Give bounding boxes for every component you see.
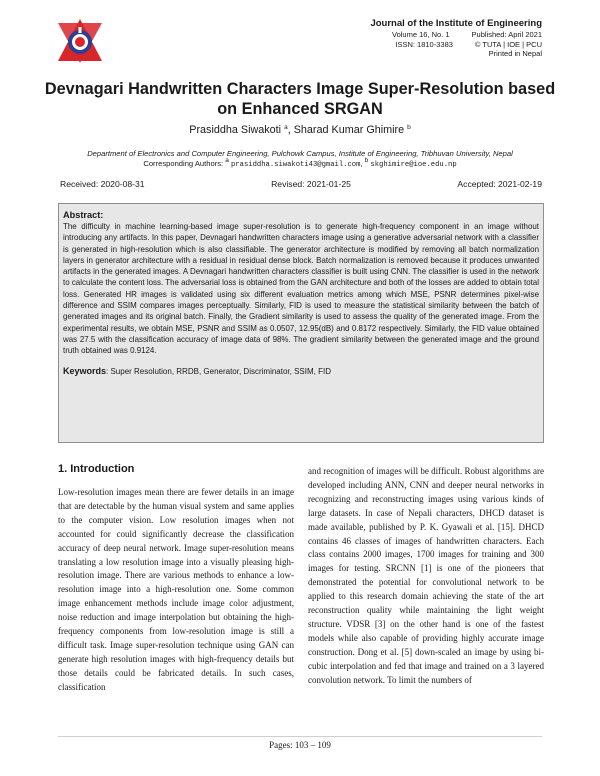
keywords-list: : Super Resolution, RRDB, Generator, Discriminator, SSIM, FID xyxy=(106,366,331,376)
journal-header xyxy=(370,18,542,59)
section-heading-introduction: 1. Introduction xyxy=(58,463,135,475)
received-date: Received: 2020-08-31 xyxy=(60,179,145,189)
page-numbers: Pages: 103 – 109 xyxy=(269,740,331,750)
keywords-line xyxy=(63,366,539,377)
author-line xyxy=(0,124,600,136)
affiliation: Department of Electronics and Computer Engineering, Pulchowk Campus, Institute of Engineering, Tribhuvan University, Nepal xyxy=(87,149,513,158)
journal-copyright: © TUTA | IOE | PCU xyxy=(474,39,542,49)
revised-date: Revised: 2021-01-25 xyxy=(271,179,351,189)
corr-label: Corresponding Authors: xyxy=(143,159,226,168)
journal-name: Journal of the Institute of Engineering xyxy=(370,18,542,29)
dates-row xyxy=(60,179,542,189)
journal-logo-icon xyxy=(55,17,105,65)
corr-separator: , xyxy=(360,159,365,168)
abstract-heading: Abstract: xyxy=(63,210,104,220)
abstract-box xyxy=(58,203,544,443)
keywords-label: Keywords xyxy=(63,365,107,376)
corr-b-sup: b xyxy=(364,157,369,164)
email-1-link[interactable]: prasiddha.siwakoti43@gmail.com xyxy=(231,161,361,169)
footer-divider xyxy=(58,736,542,737)
abstract-text: The difficulty in machine learning-based image super-resolution is to generate high-frequency component in an image without introducing any artifacts. In this paper, Devnagari handwritten characters image using a generative adversarial network with a classifier is generated in high-resolution which is also classifiable. The generator architecture is modified by removing all batch normalization layers in generator architecture with a residual in residual dense block. Batch normalization is removed because it produces unwanted artifacts in the generated images. A Devnagari handwritten characters classifier is built using CNN. The classifier is used in the network to calculate the content loss. The adversarial loss is obtained from the GAN architecture and both of the losses are added to obtain total loss. Generated HR images is validated using six different evaluation metrics among which MSE, PSNR determines pixel-wise difference and SSIM compares images perceptually. Similarly, FID is used to measure the statistical similarity between the batch of generated images and its original batch. Finally, the Gradient similarity is used to assess the quality of the generated image. From the experimental results, we obtain MSE, PSNR and SSIM as 0.0507, 12.95(dB) and 0.8172 respectively. Similarly, the FID value obtained was 27.5 with the classification accuracy of image data of 98%. The gradient similarity between the generated image and the ground truth obtained was 0.9124. xyxy=(63,222,539,356)
right-column xyxy=(308,465,544,688)
author-1: Prasiddha Siwakoti xyxy=(189,124,282,136)
journal-printed: Printed in Nepal xyxy=(488,49,542,59)
journal-volume: Volume 16, No. 1 xyxy=(391,30,450,39)
corresponding-authors xyxy=(0,159,600,169)
accepted-date: Accepted: 2021-02-19 xyxy=(457,179,542,189)
author-separator: , xyxy=(287,124,294,136)
right-column-text: and recognition of images will be difficult. Robust algorithms are developed including ANN, CNN and deeper neural networks in recognizing and reconstructing images using various kinds of large datasets. In case of Nepali characters, DHCD dataset is made available, published by P. K. Gyawali et al. [15]. DHCD contains 46 classes of images of handwritten characters. Each class contains 2000 images, 1700 images for training and 300 images for testing. SRCNN [1] is one of the pioneers that demonstrated the potential for convolutional network to be applied to this research domain achieving the state of the art reconstruction quality while maintaining the light weight structure. VDSR [3] on the other hand is one of the fastest models while also capable of providing highly accurate image construction. Dong et al. [5] down-scaled an image by using bi-cubic interpolation and fed that image and trained on a 3 layered convolution network. To limit the numbers of xyxy=(308,466,544,685)
left-column xyxy=(58,463,294,695)
left-column-text: Low-resolution images mean there are fewer details in an image that are detectable by the human visual system and same applies to the computer vision. Low resolution images when not accounted for could significantly decrease the classification accuracy of deep neural network. Image super-resolution means translating a low resolution image into a visually pleasing high-resolution image. There are various methods to enhance a low-resolution image into a high-resolution one. Some common image enhancement methods include image color adjustment, noise reduction and image interpolation but obtaining the high-frequency components from low-resolution image is still a difficult task. Image super-resolution technique using GAN can generate high resolution images with high-frequency details but those details could be fabricated details. In such cases, classification xyxy=(58,487,294,692)
author-2-sup: b xyxy=(407,124,411,131)
corr-a-sup: a xyxy=(225,157,229,164)
journal-issn: ISSN: 1810-3383 xyxy=(395,39,453,49)
email-2-link[interactable]: skghimire@ioe.edu.np xyxy=(370,161,457,169)
paper-title: Devnagari Handwritten Characters Image Super-Resolution based on Enhanced SRGAN xyxy=(44,80,556,118)
journal-published: Published: April 2021 xyxy=(471,30,542,39)
author-1-sup: a xyxy=(284,124,288,131)
author-2: Sharad Kumar Ghimire xyxy=(293,124,405,136)
